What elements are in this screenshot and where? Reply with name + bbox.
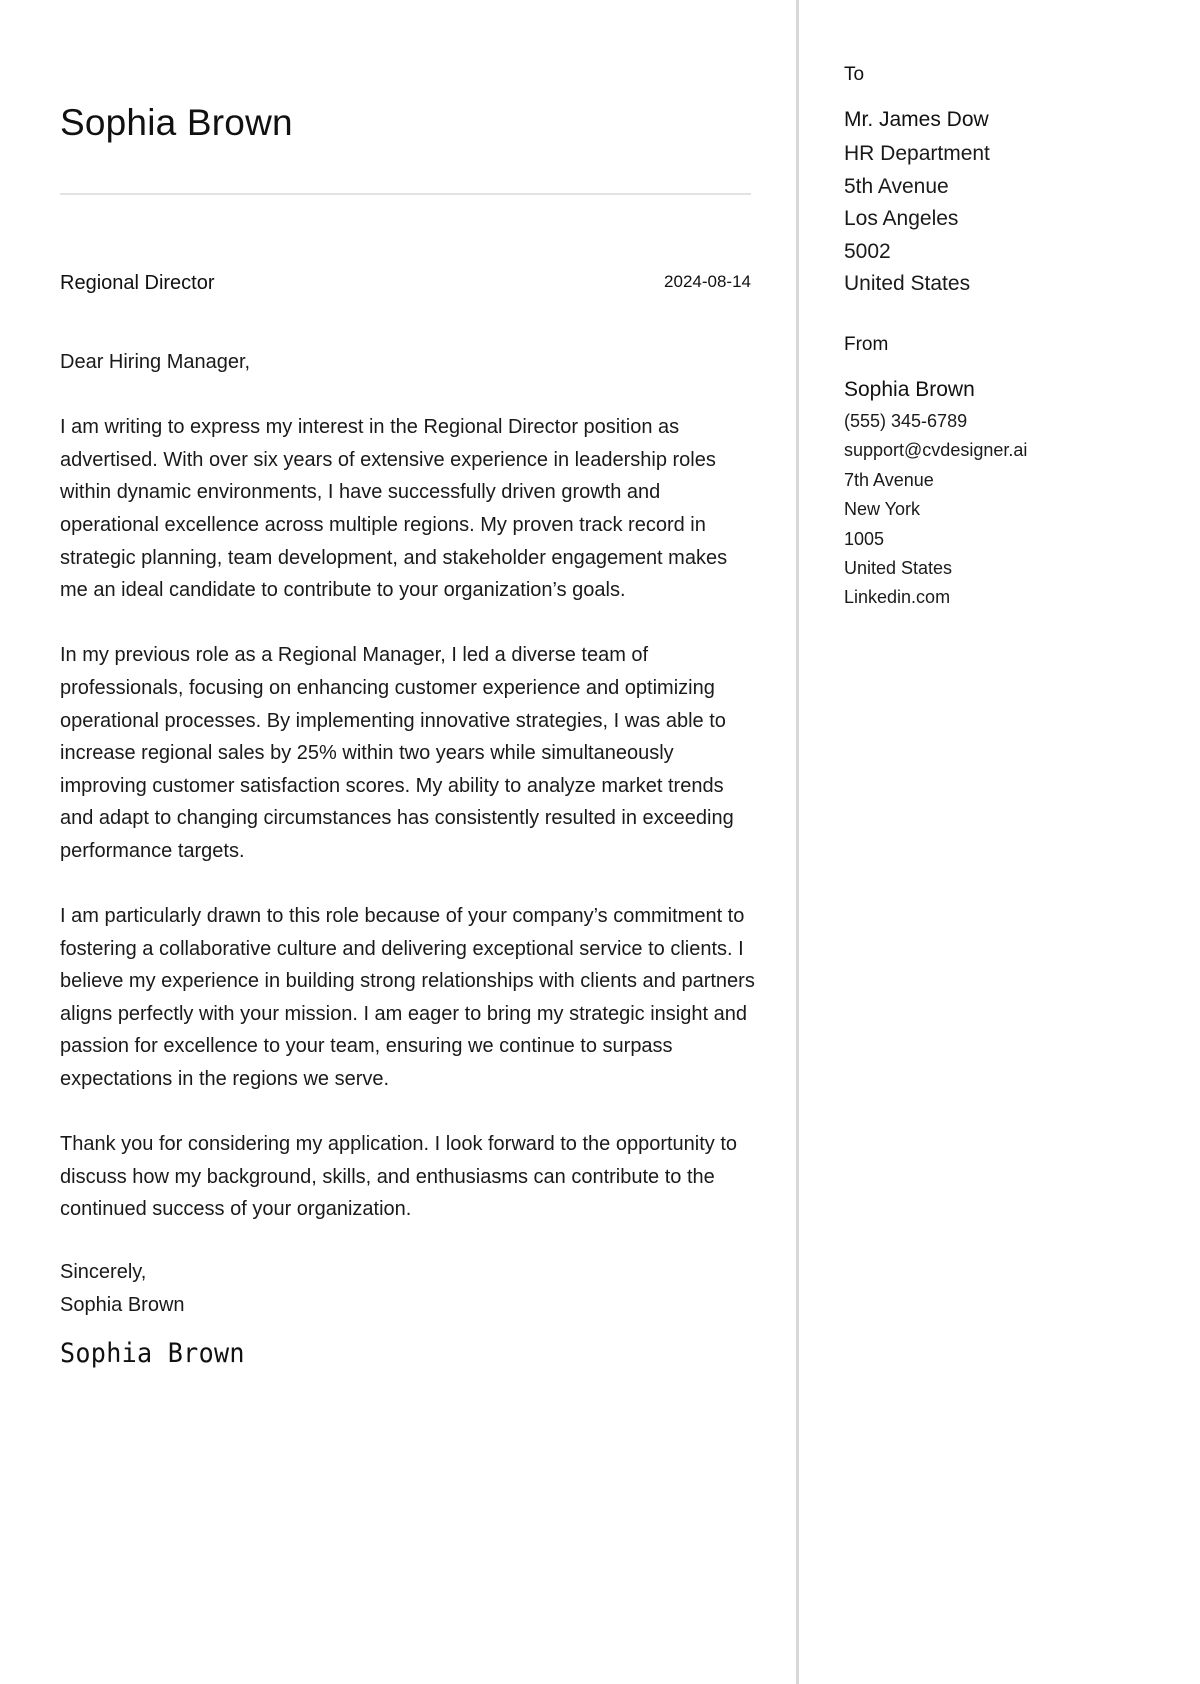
recipient-country: United States xyxy=(844,272,971,296)
sender-city: New York xyxy=(844,499,921,520)
from-heading: From xyxy=(844,334,889,355)
sender-phone: (555) 345-6789 xyxy=(844,411,968,431)
closing-phrase: Sincerely, xyxy=(60,1261,147,1283)
sender-name: Sophia Brown xyxy=(844,378,975,401)
sender-link: Linkedin.com xyxy=(844,587,951,608)
sender-street: 7th Avenue xyxy=(844,469,934,490)
signature: Sophia Brown xyxy=(60,1338,245,1369)
sender-name-title: Sophia Brown xyxy=(60,102,293,143)
sender-postal-code: 1005 xyxy=(844,528,885,549)
recipient-address xyxy=(844,138,990,301)
letter-body xyxy=(60,346,755,1259)
closing-name: Sophia Brown xyxy=(60,1293,185,1316)
to-heading: To xyxy=(844,64,865,85)
sender-country: United States xyxy=(844,558,953,579)
sender-contact xyxy=(844,407,1027,613)
recipient-postal-code: 5002 xyxy=(844,239,891,263)
recipient-name: Mr. James Dow xyxy=(844,108,989,131)
recipient-city: Los Angeles xyxy=(844,207,959,231)
column-divider xyxy=(796,0,799,1684)
recipient-department: HR Department xyxy=(844,142,990,165)
body-paragraph-4: Thank you for considering my application. I look forward to the opportunity to discuss how my background, skills, and enthusiasms can contribute to the continued success of your organization. xyxy=(60,1133,738,1221)
body-paragraph-1: I am writing to express my interest in the Regional Director position as advertised. With over six years of extensive experience in leadership roles within dynamic environments, I have successfully driven growth and operational excellence across multiple regions. My proven track record in strategic planning, team development, and stakeholder engagement makes me an ideal candidate to contribute to your organization’s goals. xyxy=(60,416,728,602)
job-title: Regional Director xyxy=(60,272,215,294)
salutation: Dear Hiring Manager, xyxy=(60,351,251,373)
recipient-street: 5th Avenue xyxy=(844,174,949,198)
letter-date: 2024-08-14 xyxy=(664,272,751,291)
header-divider xyxy=(60,193,751,195)
body-paragraph-2: In my previous role as a Regional Manager, I led a diverse team of professionals, focusing on enhancing customer experience and optimizing operational processes. By implementing innovative strategies, I was able to increase regional sales by 25% within two years while simultaneously improving customer satisfaction scores. My ability to analyze market trends and adapt to changing circumstances has consistently resulted in exceeding performance targets. xyxy=(60,644,734,862)
sender-email: support@cvdesigner.ai xyxy=(844,440,1028,461)
closing-block xyxy=(60,1256,185,1321)
body-paragraph-3: I am particularly drawn to this role because of your company’s commitment to fostering a collaborative culture and delivering exceptional service to clients. I believe my experience in building strong relationships with clients and partners aligns perfectly with your mission. I am eager to bring my strategic insight and passion for excellence to your team, ensuring we continue to surpass expectations in the regions we serve. xyxy=(60,905,755,1091)
